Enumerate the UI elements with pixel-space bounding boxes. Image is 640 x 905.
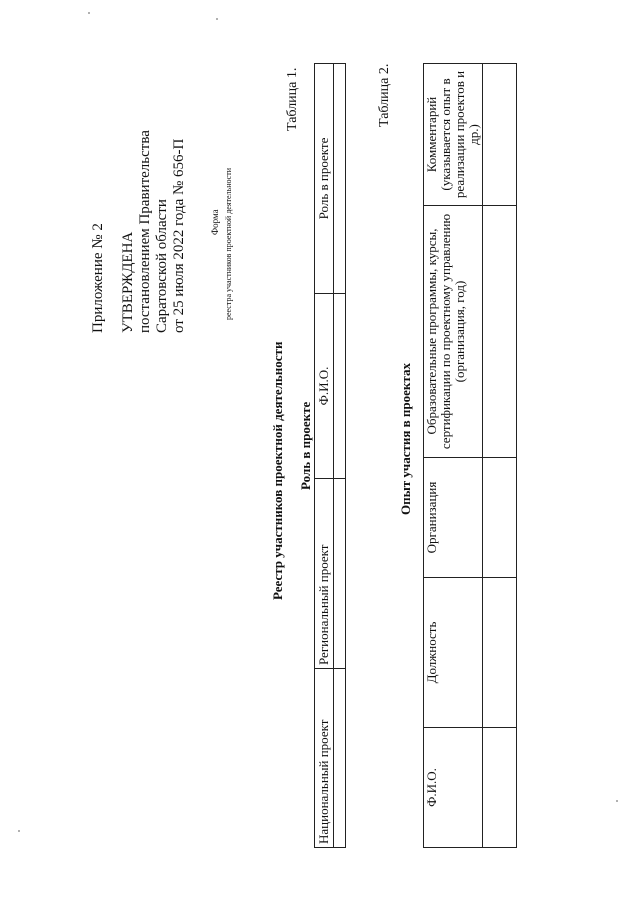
appendix-number: Приложение № 2 <box>90 223 106 333</box>
role-table-row <box>334 64 346 848</box>
scan-speck <box>616 800 618 802</box>
approval-authority: постановлением Правительства <box>137 130 153 333</box>
experience-table-header-row <box>424 64 483 848</box>
header-comment: Комментарий (указывается опыт в реализации проектов и др.) <box>424 64 483 206</box>
header-education: Образовательные программы, курсы, сертификации по проектному управлению (организация, год) <box>424 206 483 458</box>
cell <box>334 64 346 294</box>
header-national-project: Национальный проект <box>315 669 334 848</box>
approval-block <box>90 130 188 333</box>
registry-title: Реестр участников проектной деятельности <box>270 341 285 600</box>
approved-label: УТВЕРЖДЕНА <box>120 231 136 333</box>
cell <box>483 578 517 728</box>
experience-table <box>423 63 517 848</box>
cell <box>483 206 517 458</box>
scan-speck <box>216 18 218 20</box>
scan-speck <box>88 12 90 14</box>
cell <box>334 294 346 479</box>
cell <box>483 728 517 848</box>
header-regional-project: Региональный проект <box>315 479 334 669</box>
cell <box>483 458 517 578</box>
header-fio: Ф.И.О. <box>315 294 334 479</box>
role-table <box>314 63 346 848</box>
experience-table-row <box>483 64 517 848</box>
header-position: Должность <box>424 578 483 728</box>
table1-title: Роль в проекте <box>298 401 313 490</box>
role-table-header-row <box>315 64 334 848</box>
scan-speck <box>18 830 20 832</box>
table2-title: Опыт участия в проектах <box>398 363 413 515</box>
form-subtitle: реестра участников проектной деятельности <box>224 167 233 320</box>
form-label: Форма <box>210 209 220 235</box>
table2-label: Таблица 2. <box>377 63 392 127</box>
header-role: Роль в проекте <box>315 64 334 294</box>
approval-region: Саратовской области <box>154 199 170 333</box>
cell <box>334 479 346 669</box>
header-organization: Организация <box>424 458 483 578</box>
approval-date: от 25 июля 2022 года № 656-П <box>171 138 187 333</box>
table1-label: Таблица 1. <box>285 67 300 131</box>
cell <box>334 669 346 848</box>
header-fio: Ф.И.О. <box>424 728 483 848</box>
cell <box>483 64 517 206</box>
